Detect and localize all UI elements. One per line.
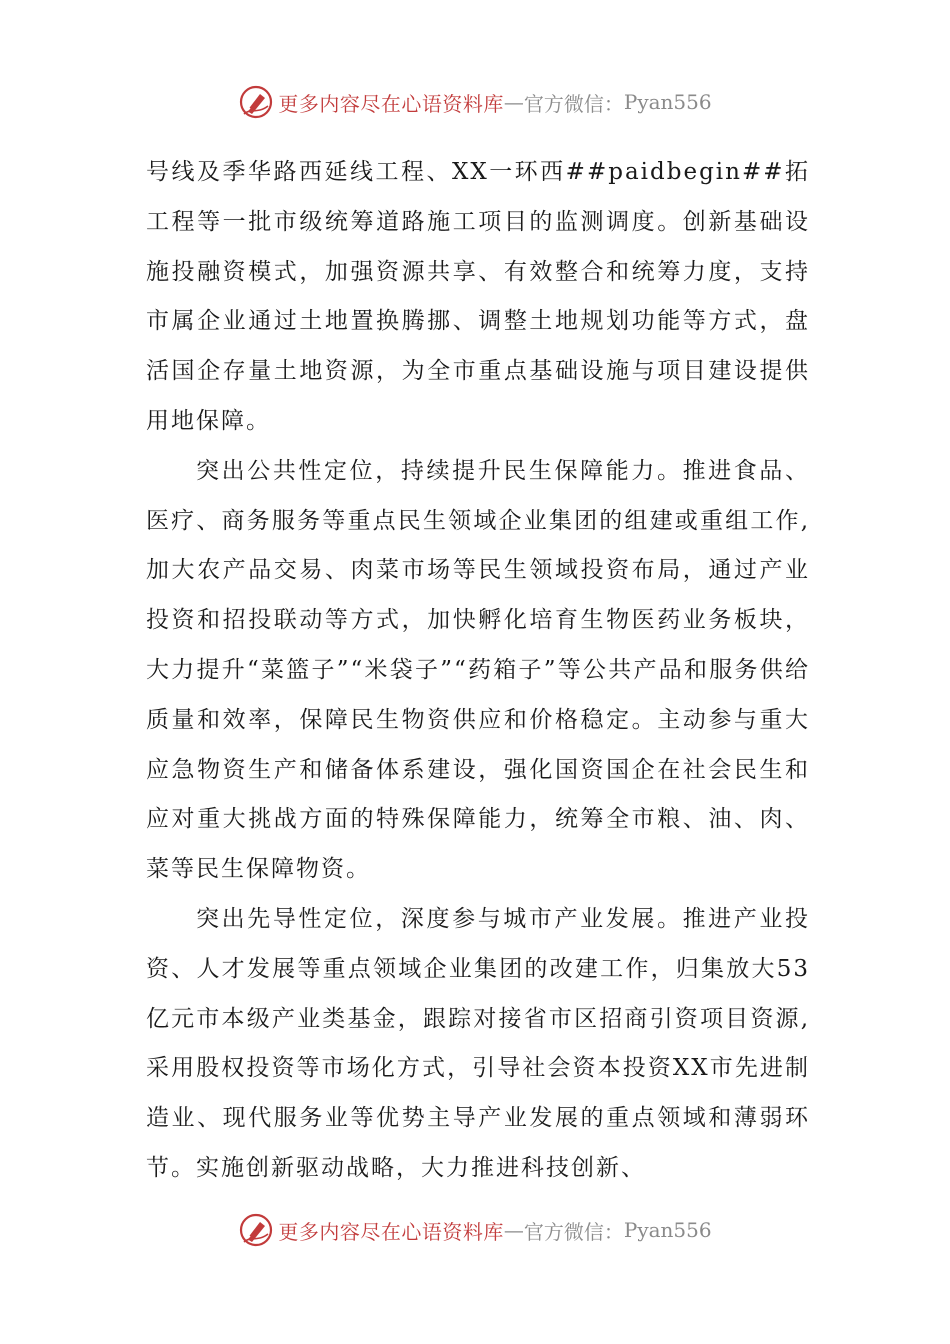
- footer-contact-handle: Pyan556: [623, 1218, 712, 1242]
- pen-nib-logo-icon: [238, 84, 274, 120]
- paragraph-pioneer-positioning: 突出先导性定位，深度参与城市产业发展。推进产业投资、人才发展等重点领域企业集团的改建工作，归集放大53亿元市本级产业类基金，跟踪对接省市区招商引资项目资源,采用股权投资等市场化方式，引导社会资本投资XX市先进制造业、现代服务业等优势主导产业发展的重点领域和薄弱环节。实施创新驱动战略，大力推进科技创新、: [146, 905, 810, 1181]
- pen-nib-logo-icon: [238, 1212, 274, 1248]
- footer-contact-label: 官方微信：: [523, 1219, 624, 1244]
- footer-banner: [0, 1210, 950, 1250]
- header-brand-text: 更多内容尽在心语资料库: [278, 91, 504, 116]
- paragraph-public-positioning: 突出公共性定位，持续提升民生保障能力。推进食品、医疗、商务服务等重点民生领域企业集团的组建或重组工作,加大农产品交易、肉菜市场等民生领域投资布局，通过产业投资和招投联动等方式，加快孵化培育生物医药业务板块，大力提升“菜篮子”“米袋子”“药箱子”等公共产品和服务供给质量和效率，保障民生物资供应和价格稳定。主动参与重大应急物资生产和储备体系建设，强化国资国企在社会民生和应对重大挑战方面的特殊保障能力，统筹全市粮、油、肉、菜等民生保障物资。: [146, 457, 810, 883]
- header-dash: —: [503, 90, 524, 114]
- header-contact-label: 官方微信：: [523, 91, 624, 116]
- footer-brand-text: 更多内容尽在心语资料库: [278, 1219, 504, 1244]
- header-banner: [0, 82, 950, 122]
- header-contact-handle: Pyan556: [623, 90, 712, 114]
- document-body: [146, 148, 810, 1194]
- footer-dash: —: [503, 1218, 524, 1242]
- paragraph-continuation: 号线及季华路西延线工程、XX一环西##paidbegin##拓工程等一批市级统筹道路施工项目的监测调度。创新基础设施投融资模式，加强资源共享、有效整合和统筹力度，支持市属企业通过土地置换腾挪、调整土地规划功能等方式，盘活国企存量土地资源，为全市重点基础设施与项目建设提供用地保障。: [146, 159, 810, 434]
